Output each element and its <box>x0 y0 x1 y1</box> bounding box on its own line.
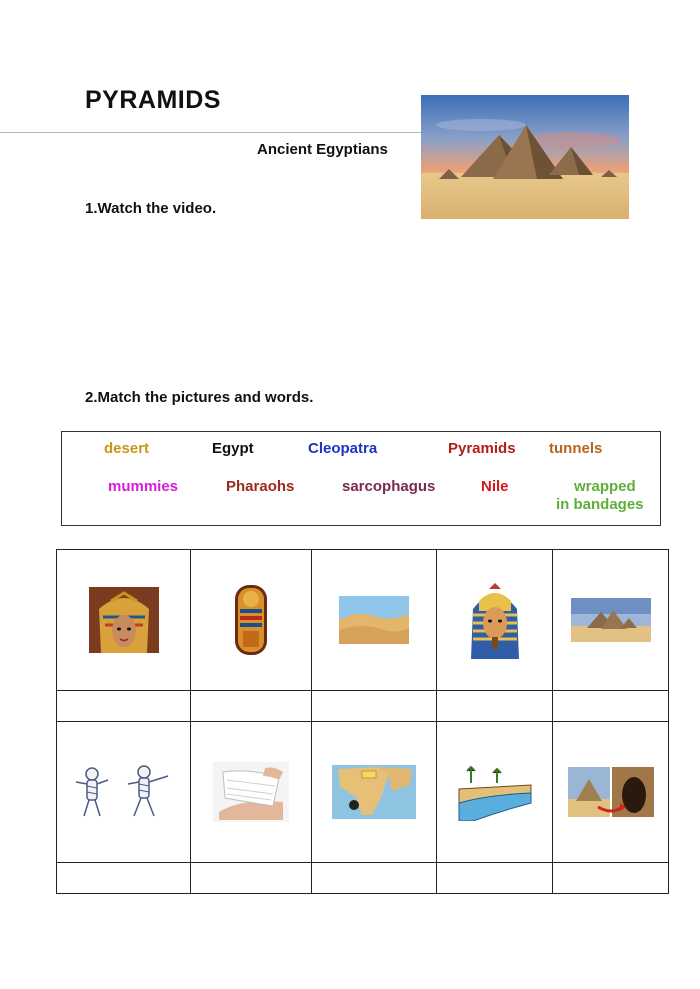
answer-row-1 <box>57 691 669 722</box>
picture-row-2 <box>57 722 669 863</box>
word-mummies[interactable]: mummies <box>108 478 179 495</box>
answer-cell[interactable] <box>437 863 553 894</box>
picture-cell <box>191 550 312 691</box>
nile-picture <box>457 763 533 821</box>
answer-cell[interactable] <box>191 863 312 894</box>
answer-cell[interactable] <box>553 691 669 722</box>
pharaoh-picture <box>465 581 525 659</box>
word-sarcophagus[interactable]: sarcophagus <box>342 478 436 495</box>
word-wrapped[interactable]: wrapped <box>574 478 636 495</box>
picture-cell <box>553 722 669 863</box>
picture-cell <box>312 722 437 863</box>
mummies-picture <box>74 762 174 822</box>
question-watch-video: 1.Watch the video. <box>85 200 217 217</box>
picture-cell <box>437 550 553 691</box>
answer-cell[interactable] <box>437 691 553 722</box>
page-subtitle: Ancient Egyptians <box>257 141 388 158</box>
word-egypt[interactable]: Egypt <box>212 440 254 457</box>
word-pharaohs[interactable]: Pharaohs <box>226 478 295 495</box>
pyramids-picture <box>571 598 651 642</box>
answer-cell[interactable] <box>312 863 437 894</box>
picture-row-1 <box>57 550 669 691</box>
answer-cell[interactable] <box>57 863 191 894</box>
word-tunnels[interactable]: tunnels <box>549 440 603 457</box>
picture-cell <box>553 550 669 691</box>
word-cleopatra[interactable]: Cleopatra <box>308 440 378 457</box>
picture-cell <box>191 722 312 863</box>
title-divider <box>0 132 428 133</box>
answer-cell[interactable] <box>191 691 312 722</box>
question-match-pictures: 2.Match the pictures and words. <box>85 389 314 406</box>
picture-cell <box>57 550 191 691</box>
sarcophagus-picture <box>231 583 271 657</box>
word-in-bandages[interactable]: in bandages <box>556 496 644 513</box>
picture-cell <box>312 550 437 691</box>
picture-cell <box>437 722 553 863</box>
answer-cell[interactable] <box>553 863 669 894</box>
bandages-picture <box>213 762 289 822</box>
desert-picture <box>339 596 409 644</box>
answer-row-2 <box>57 863 669 894</box>
matching-grid <box>56 549 669 894</box>
answer-cell[interactable] <box>312 691 437 722</box>
pyramids-hero-image <box>421 95 629 219</box>
egypt-map-picture <box>332 765 416 819</box>
page-title: PYRAMIDS <box>85 86 221 114</box>
word-bank <box>61 431 661 526</box>
answer-cell[interactable] <box>57 691 191 722</box>
word-nile[interactable]: Nile <box>481 478 509 495</box>
tunnel-picture <box>568 767 654 817</box>
cleopatra-picture <box>89 587 159 653</box>
word-desert[interactable]: desert <box>104 440 150 457</box>
picture-cell <box>57 722 191 863</box>
word-pyramids[interactable]: Pyramids <box>448 440 516 457</box>
